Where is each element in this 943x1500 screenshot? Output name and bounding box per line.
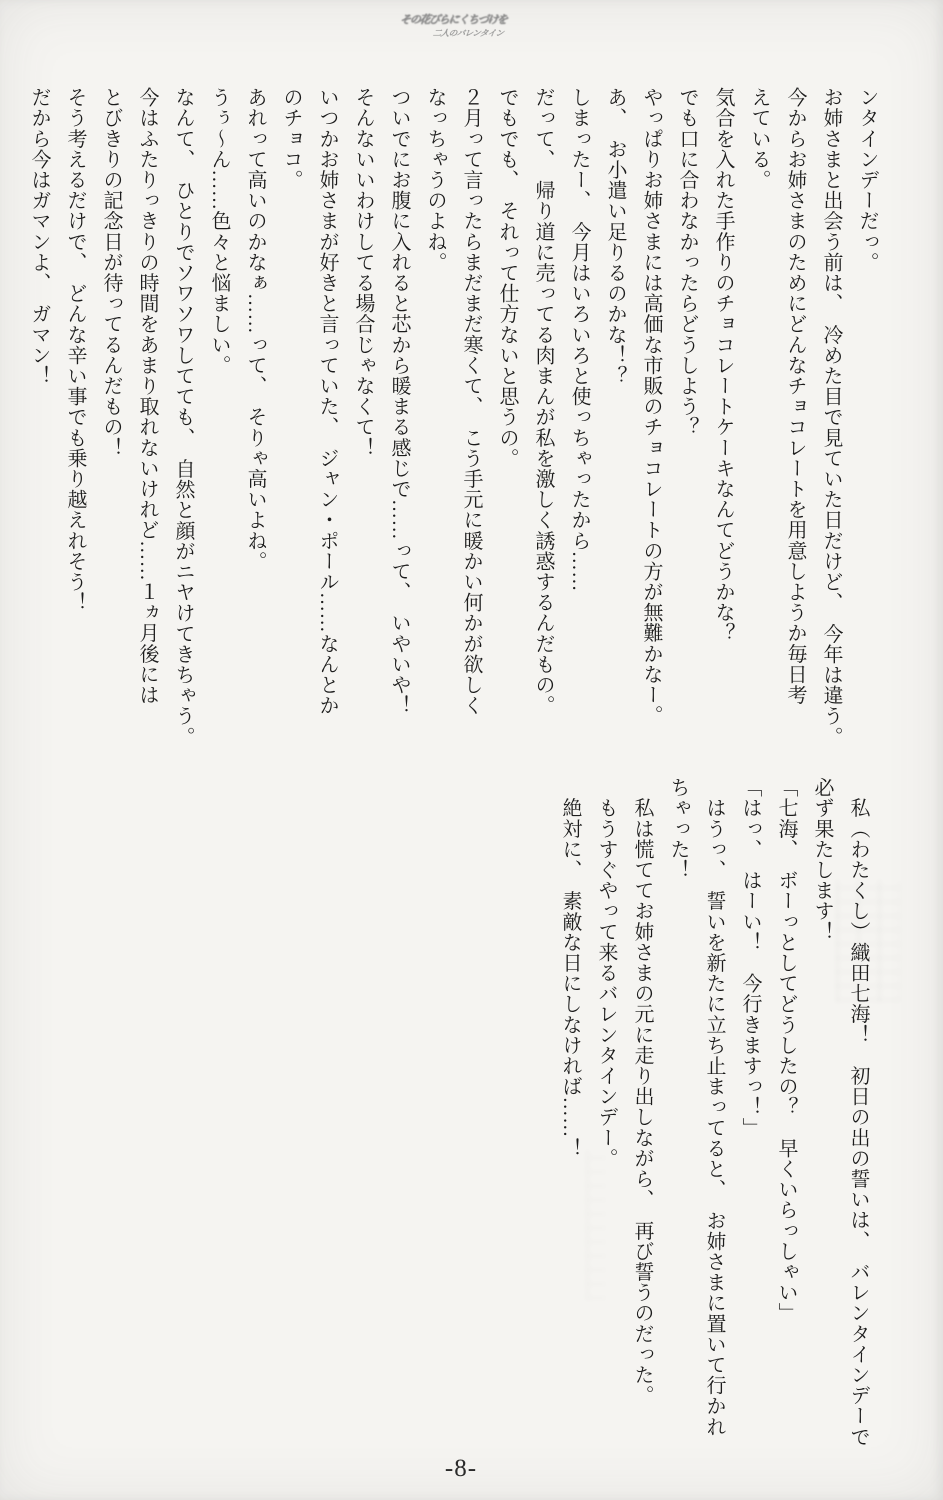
text-column: はうっ、 誓いを新たに立ち止まってると、 お姉さまに置いて行かれ <box>703 777 725 1437</box>
series-logo-title: その花びらにくちづけを <box>399 14 508 26</box>
text-column: 私は慌ててお姉さまの元に走り出しながら、 再び誓うのだった。 <box>631 777 653 1406</box>
text-column: とびきりの記念日が待ってるんだもの！ <box>100 87 122 458</box>
text-column: ンタインデーだっ。 <box>856 87 878 273</box>
text-column: のチョコ。 <box>280 87 302 190</box>
text-column: 絶対に、 素敵な日にしなければ……！ <box>559 777 581 1159</box>
text-column: やっぱりお姉さまには高価な市販のチョコレートの方が無難かなー。 <box>640 87 662 726</box>
text-column: 必ず果たします！ <box>811 777 833 942</box>
text-column: あれって高いのかなぁ……って、 そりゃ高いよね。 <box>244 87 266 572</box>
text-column: ついでにお腹に入れると芯から暖まる感じで……って、 いやいや！ <box>388 87 410 716</box>
text-column: そんないいわけしてる場合じゃなくて！ <box>352 87 374 458</box>
text-column: 「七海、 ボーっとしてどうしたの？ 早くいらっしゃい」 <box>775 777 797 1324</box>
text-column: 気合を入れた手作りのチョコレートケーキなんてどうかな？ <box>712 87 734 644</box>
text-column: お姉さまと出会う前は、 冷めた目で見ていた日だけど、 今年は違う。 <box>820 87 842 747</box>
text-column: 今はふたりっきりの時間をあまり取れないけれど……１ヵ月後には <box>136 87 158 705</box>
text-column: だって、 帰り道に売ってる肉まんが私を激しく誘惑するんだもの。 <box>532 87 554 716</box>
series-logo-subtitle: 二人のバレンタイン <box>432 28 505 38</box>
text-column: ちゃった！ <box>667 777 689 880</box>
text-column: うぅ～ん……色々と悩ましい。 <box>208 87 230 376</box>
text-column: えている。 <box>748 87 770 190</box>
text-column: だから今はガマンよ、 ガマン！ <box>28 87 50 386</box>
text-column: そう考えるだけで、 どんな辛い事でも乗り越えれそう！ <box>64 87 86 613</box>
text-column: なっちゃうのよね。 <box>424 87 446 273</box>
text-column: でもでも、 それって仕方ないと思うの。 <box>496 87 518 469</box>
page-number: -8- <box>444 1455 478 1482</box>
text-column: ２月って言ったらまだまだ寒くて、 こう手元に暖かい何かが欲しく <box>460 87 482 716</box>
top-text-block <box>21 87 885 747</box>
text-column: いつかお姉さまが好きと言っていた、 ジャン・ポール……なんとか <box>316 87 338 716</box>
text-column: 「はっ、 はーい！ 今行きますっ！」 <box>739 777 761 1138</box>
text-column: 私（わたくし）織田七海！ 初日の出の誓いは、 バレンタインデーで <box>847 777 869 1447</box>
text-column: あ、 お小遣い足りるのかな！？ <box>604 87 626 386</box>
text-column: もうすぐやって来るバレンタインデー。 <box>595 777 617 1169</box>
text-column: 今からお姉さまのためにどんなチョコレートを用意しようか毎日考 <box>784 87 806 705</box>
bottom-text-block <box>552 777 876 1447</box>
text-column: でも口に合わなかったらどうしよう？ <box>676 87 698 438</box>
text-column: しまったー、 今月はいろいろと使っちゃったから…… <box>568 87 590 592</box>
text-column: なんて、 ひとりでソワソワしてても、 自然と顔がニヤけてきちゃう。 <box>172 87 194 747</box>
